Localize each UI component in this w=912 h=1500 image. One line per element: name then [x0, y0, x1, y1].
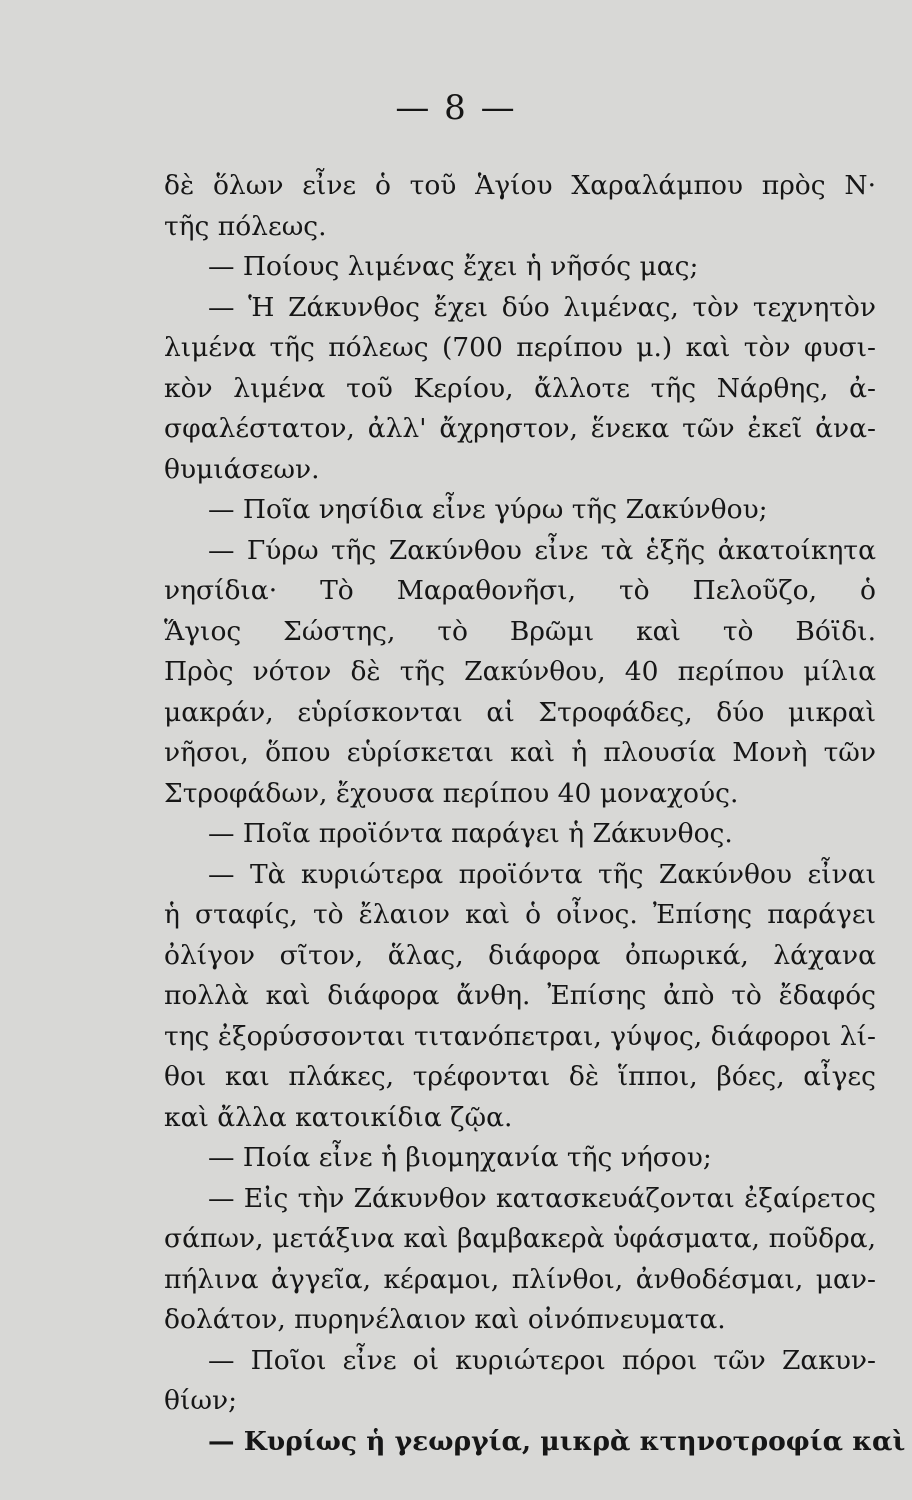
text-line: της ἐξορύσσονται τιτανόπετραι, γύψος, διάφοροι λί- — [164, 1020, 876, 1052]
text-line: θυμιάσεων. — [164, 453, 320, 485]
text-line: Στροφάδων, ἔχουσα περίπου 40 μοναχούς. — [164, 777, 739, 809]
text-line: — Ποίους λιμένας ἔχει ἡ νῆσός μας; — [208, 251, 699, 282]
text-line: σφαλέστατον, ἀλλ' ἄχρηστον, ἕνεκα τῶν ἐκεῖ ἀνα- — [164, 413, 876, 444]
text-line: νῆσοι, ὅπου εὑρίσκεται καὶ ἡ πλουσία Μονὴ τῶν — [164, 737, 876, 768]
text-line: δολάτον, πυρηνέλαιον καὶ οἰνόπνευματα. — [164, 1304, 726, 1335]
text-line: Ἅγιος Σώστης, τὸ Βρῶμι καὶ τὸ Βόϊδι. — [164, 615, 876, 647]
text-line: κὸν λιμένα τοῦ Κερίου, ἄλλοτε τῆς Νάρθης, ἀ- — [164, 372, 876, 404]
text-line: — Γύρω τῆς Ζακύνθου εἶνε τὰ ἑξῆς ἀκατοίκητα — [208, 534, 876, 566]
text-line: — Τὰ κυριώτερα προϊόντα τῆς Ζακύνθου εἶναι — [208, 858, 876, 890]
text-line: — Κυρίως ἡ γεωργία, μικρὰ κτηνοτροφία καὶ — [208, 1425, 906, 1457]
text-line: ὀλίγον σῖτον, ἅλας, διάφορα ὀπωρικά, λάχανα — [164, 939, 876, 971]
text-line: θίων; — [164, 1385, 237, 1416]
text-line: μακράν, εὑρίσκονται αἱ Στροφάδες, δύο μικραὶ — [164, 696, 876, 728]
text-line: καὶ ἄλλα κατοικίδια ζῷα. — [164, 1101, 513, 1133]
text-line: — Ποῖα νησίδια εἶνε γύρω τῆς Ζακύνθου; — [208, 494, 768, 525]
text-line: πολλὰ καὶ διάφορα ἄνθη. Ἐπίσης ἀπὸ τὸ ἔδαφός — [164, 980, 876, 1011]
page-number: — 8 — — [395, 88, 517, 128]
text-line: θοι και πλάκες, τρέφονται δὲ ἵπποι, βόες, αἶγες — [164, 1061, 876, 1092]
body-text — [164, 166, 906, 1462]
text-line: Πρὸς νότον δὲ τῆς Ζακύνθου, 40 περίπου μίλια — [164, 656, 876, 687]
text-line: λιμένα τῆς πόλεως (700 περίπου μ.) καὶ τὸν φυσι- — [164, 332, 876, 363]
text-line: — Ἡ Ζάκυνθος ἔχει δύο λιμένας, τὸν τεχνητὸν — [208, 291, 876, 323]
text-line: δὲ ὅλων εἶνε ὁ τοῦ Ἁγίου Χαραλάμπου πρὸς Ν· — [164, 170, 876, 201]
text-line: — Ποῖα προϊόντα παράγει ἡ Ζάκυνθος. — [208, 818, 733, 849]
text-line: νησίδια· Τὸ Μαραθονῆσι, τὸ Πελοῦζο, ὁ — [164, 575, 876, 606]
text-line: σάπων, μετάξινα καὶ βαμβακερὰ ὑφάσματα, ποῦδρα, — [164, 1223, 876, 1254]
text-line: τῆς πόλεως. — [164, 210, 327, 242]
text-line: πήλινα ἀγγεῖα, κέραμοι, πλίνθοι, ἀνθοδέσμαι, μαν- — [164, 1263, 876, 1295]
text-line: — Ποία εἶνε ἡ βιομηχανία τῆς νήσου; — [208, 1142, 712, 1173]
text-line: — Ποῖοι εἶνε οἱ κυριώτεροι πόροι τῶν Ζακυν- — [208, 1344, 876, 1376]
text-line: — Εἰς τὴν Ζάκυνθον κατασκευάζονται ἐξαίρετος — [208, 1182, 876, 1214]
text-line: ἡ σταφίς, τὸ ἔλαιον καὶ ὁ οἶνος. Ἐπίσης παράγει — [164, 899, 876, 930]
